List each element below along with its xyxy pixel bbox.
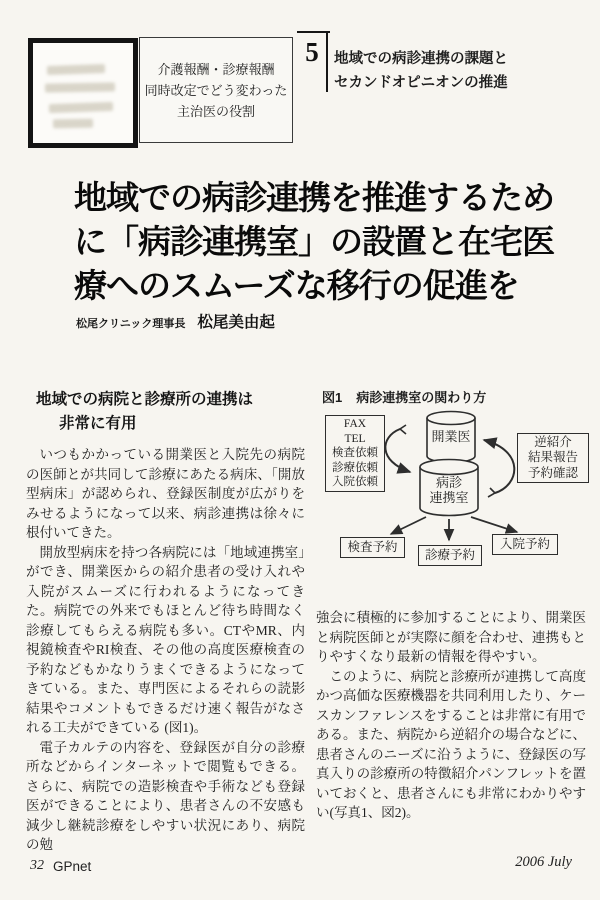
section-heading-line: 地域での病院と診療所の連携は xyxy=(36,391,254,408)
reservation-box-shinryo: 診療予約 xyxy=(418,545,482,566)
request-methods-box xyxy=(325,415,385,492)
figure-caption-title: 病診連携室の関わり方 xyxy=(356,390,487,405)
feedback-line: 逆紹介 xyxy=(534,434,572,449)
chapter-title xyxy=(334,47,574,95)
cylinder-bottom-label-line: 病診 xyxy=(435,475,462,490)
article-title-line: 地域での病診連携を推進するため xyxy=(74,179,554,216)
request-line: 診療依頼 xyxy=(332,461,378,474)
series-title-line: 介護報酬・診療報酬 xyxy=(157,61,275,77)
faded-stamp-mark xyxy=(49,102,113,113)
faded-stamp-mark xyxy=(53,119,93,129)
series-title-line: 同時改定でどう変わった xyxy=(144,82,288,98)
series-title-box xyxy=(139,37,293,143)
left-cycle-arrow-tail xyxy=(400,425,406,434)
author-line xyxy=(76,310,476,332)
right-cycle-arrow-tail xyxy=(488,488,495,497)
chapter-title-line: 地域での病診連携の課題と xyxy=(334,51,508,67)
left-column xyxy=(26,388,305,855)
body-paragraph: 開放型病床を持つ各病院には「地域連携室」ができ、開業医からの紹介患者の受け入れや入院がスムーズに行われるようになってきた。病院での外来でもほとんど待ち時間なく診療してもらえる病院も多い。CTやMR、内視鏡検査やRI検査、その他の高度医療検査の予約などもかなりうまくできるようになってきている。また、専門医によるそれらの読影結果やコメントもできるだけ速く報告がなされる工夫ができている (図1)。 xyxy=(26,544,305,735)
feedback-line: 予約確認 xyxy=(527,465,578,480)
request-line: 検査依頼 xyxy=(332,447,378,460)
article-title-line: 療へのスムーズな移行の促進を xyxy=(74,267,519,304)
right-cycle-arrow xyxy=(484,440,514,493)
reservation-box-nyuin: 入院予約 xyxy=(492,534,558,555)
arrow-to-kensa-yoyaku xyxy=(391,517,426,534)
arrow-to-nyuin-yoyaku xyxy=(471,517,517,532)
cylinder-bottom-label-line: 連携室 xyxy=(429,490,469,505)
body-paragraph: いつもかかっている開業医と入院先の病院の医師とが共同して診療にあたる病床、「開放型病床」が認められ、登録医制度が広がりをみせるようになって以来、病診連携は徐々に根付いてきた。 xyxy=(26,447,305,540)
series-title-line: 主治医の役割 xyxy=(176,103,255,119)
reservation-box-kensa: 検査予約 xyxy=(340,537,405,558)
cylinder-bottom-label xyxy=(420,475,478,505)
request-line: TEL xyxy=(344,432,366,445)
section-heading-line: 非常に有用 xyxy=(59,415,137,432)
author-name: 松尾美由起 xyxy=(197,314,275,331)
left-cycle-arrow xyxy=(385,429,410,472)
article-title xyxy=(74,176,584,308)
feedback-box xyxy=(517,433,589,483)
article-title-line: に「病診連携室」の設置と在宅医 xyxy=(74,223,554,260)
footer-page-number: 32 xyxy=(30,858,44,873)
footer-journal-name: GPnet xyxy=(53,859,92,874)
footer-issue-date: 2006 July xyxy=(515,854,572,870)
cylinder-top-label: 開業医 xyxy=(431,429,471,444)
body-paragraph: このように、病院と診療所が連携して高度かつ高価な医療機器を共同利用したり、ケースカンファレンスをすることは非常に有用である。また、病院から逆紹介の場合などに、患者さんのニーズに沿うように、登録医の写真入りの診療所の特徴紹介パンフレットを置いておくと、患者さんにも非常にわかりやすい(写真1、図2)。 xyxy=(316,668,586,820)
figure-caption-label: 図1 xyxy=(322,390,343,405)
right-column xyxy=(316,608,586,823)
request-line: 入院依頼 xyxy=(332,476,378,489)
author-role: 松尾クリニック理事長 xyxy=(76,318,186,330)
faded-stamp-mark xyxy=(45,82,115,92)
faded-stamp-box xyxy=(28,38,138,148)
faded-stamp-mark xyxy=(47,64,105,75)
request-line: FAX xyxy=(343,418,367,431)
section-heading xyxy=(26,388,305,436)
feedback-line: 結果報告 xyxy=(527,450,578,465)
figure-1 xyxy=(318,387,588,603)
chapter-title-line: セカンドオピニオンの推進 xyxy=(334,75,508,91)
chapter-number: 5 xyxy=(305,37,319,67)
body-paragraph: 電子カルテの内容を、登録医が自分の診療所などからインターネットで閲覧もできる。さらに、病院での造影検査や手術なども登録医ができることにより、患者さんの不安感も減少し継続診療をしやすい状況にあり、病院の勉 xyxy=(26,739,305,852)
body-paragraph-continuation: 強会に積極的に参加することにより、開業医と病院医師とが実際に顔を合わせ、連携もとりやすくなり最新の情報を得やすい。 xyxy=(316,610,586,664)
chapter-rule-vertical xyxy=(326,31,328,92)
